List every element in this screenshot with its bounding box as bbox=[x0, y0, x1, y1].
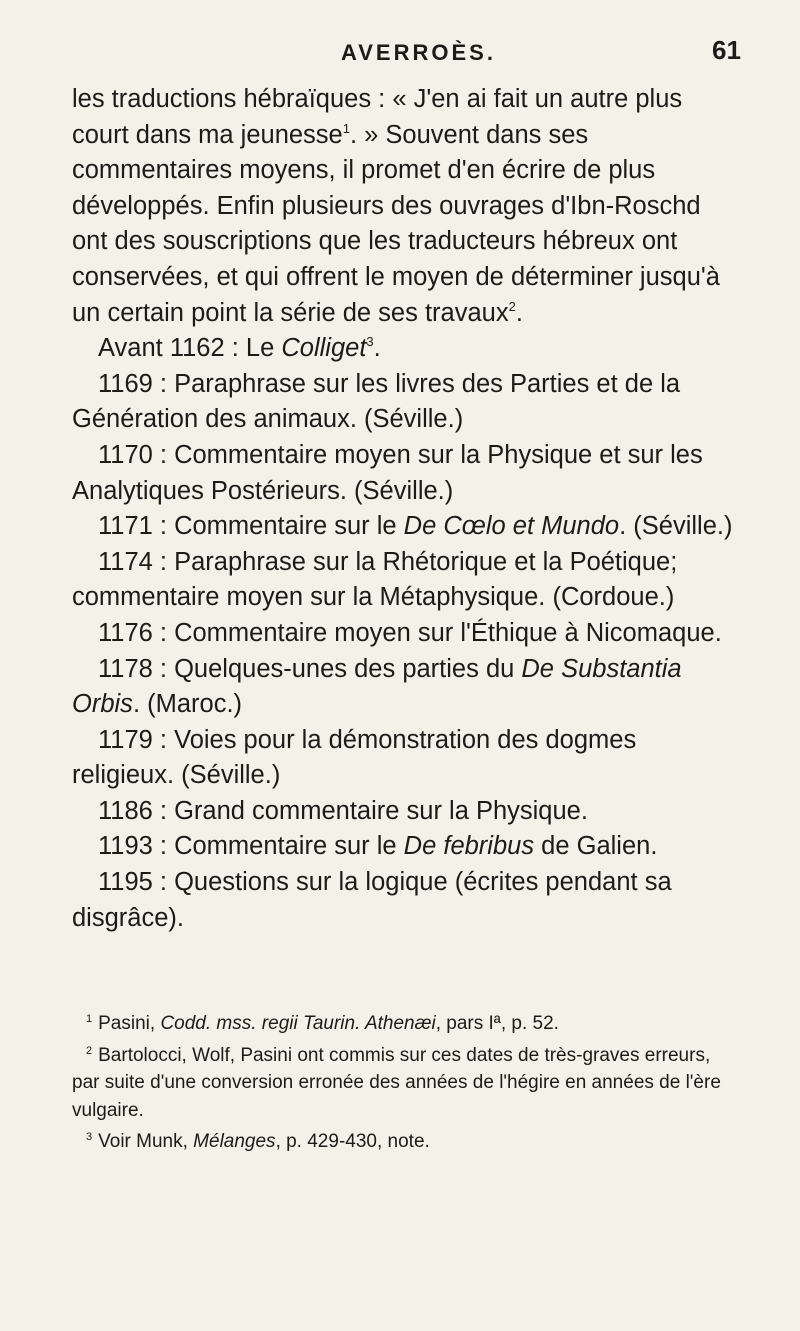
text-run: 1171 : Commentaire sur le bbox=[98, 512, 404, 541]
work-title: De Cœlo et Mundo bbox=[403, 512, 620, 541]
chronology-entry: 1169 : Paraphrase sur les livres des Parties et de la Génération des animaux. (Séville.) bbox=[72, 369, 681, 434]
text-run: Bartolocci, Wolf, Pasini ont commis sur ces dates de très-graves erreurs, par suite d'une conversion erronée des années de l'hégire en années de l'ère vulgaire. bbox=[72, 1044, 721, 1121]
chronology-entry: 1195 : Questions sur la logique (écrites pendant sa disgrâce). bbox=[72, 868, 672, 932]
text-run: Voir Munk, bbox=[98, 1131, 194, 1152]
footnote-ref: 1 bbox=[342, 120, 350, 136]
footnote-mark: 3 bbox=[86, 1131, 93, 1143]
footnote-mark: 2 bbox=[86, 1044, 93, 1057]
text-run: 1193 : Commentaire sur le bbox=[98, 832, 404, 861]
chronology-entry bbox=[72, 509, 734, 545]
text-run: . bbox=[515, 298, 523, 327]
footnote bbox=[72, 1124, 734, 1156]
chronology-entry bbox=[72, 829, 734, 865]
footnote-mark: 1 bbox=[86, 1013, 93, 1025]
footnotes bbox=[72, 1006, 734, 1156]
text-run: . » Souvent dans ses commentaires moyens, il promet d'en écrire de plus développés. Enfin plusieurs des ouvrages d'Ibn-Roschd ont des souscriptions que les traducteurs hébreux ont conservées, et qui offrent le moyen de déterminer jusqu'à un certain point la série de ses travaux bbox=[72, 120, 720, 327]
main-text bbox=[72, 82, 734, 936]
footnote bbox=[72, 1038, 734, 1125]
chronology-entry bbox=[72, 331, 734, 367]
text-run: , p. 429-430, note. bbox=[275, 1131, 430, 1152]
chronology-entry: 1174 : Paraphrase sur la Rhétorique et la Poétique; commentaire moyen sur la Métaphysique. (Cordoue.) bbox=[72, 547, 678, 612]
chronology-entry: 1186 : Grand commentaire sur la Physique. bbox=[98, 796, 588, 825]
work-title: Colliget bbox=[281, 334, 367, 363]
text-run: . bbox=[373, 334, 381, 363]
text-run: , pars Iª, p. 52. bbox=[435, 1013, 559, 1034]
page-number: 61 bbox=[712, 35, 741, 65]
footnote-ref: 3 bbox=[366, 334, 374, 350]
text-run: les traductions hébraïques : « J'en ai fait un autre plus court dans ma jeunesse bbox=[72, 85, 683, 149]
text-run: Avant 1162 : Le bbox=[98, 334, 282, 363]
text-run: de Galien. bbox=[534, 832, 658, 861]
running-title: AVERROÈS. bbox=[341, 40, 496, 65]
chronology-entry: 1176 : Commentaire moyen sur l'Éthique à Nicomaque. bbox=[98, 618, 722, 647]
footnote bbox=[72, 1006, 734, 1038]
text-run: 1178 : Quelques-unes des parties du bbox=[98, 654, 522, 683]
work-title: De febribus bbox=[403, 832, 535, 861]
work-title: Mélanges bbox=[193, 1131, 276, 1152]
text-run: . (Maroc.) bbox=[132, 690, 243, 719]
intro-paragraph bbox=[72, 82, 734, 331]
text-run: Pasini, bbox=[98, 1013, 161, 1034]
work-title: Codd. mss. regii Taurin. Athenæi bbox=[160, 1013, 436, 1034]
chronology-entry: 1170 : Commentaire moyen sur la Physique et sur les Analytiques Postérieurs. (Séville.) bbox=[72, 440, 703, 505]
text-run: . (Séville.) bbox=[619, 512, 733, 541]
chronology-entry: 1179 : Voies pour la démonstration des dogmes religieux. (Séville.) bbox=[72, 725, 637, 790]
chronology-entry bbox=[72, 652, 734, 723]
work-title: De Substantia Orbis bbox=[72, 654, 682, 719]
page-header bbox=[0, 34, 800, 74]
footnote-ref: 2 bbox=[508, 298, 516, 314]
